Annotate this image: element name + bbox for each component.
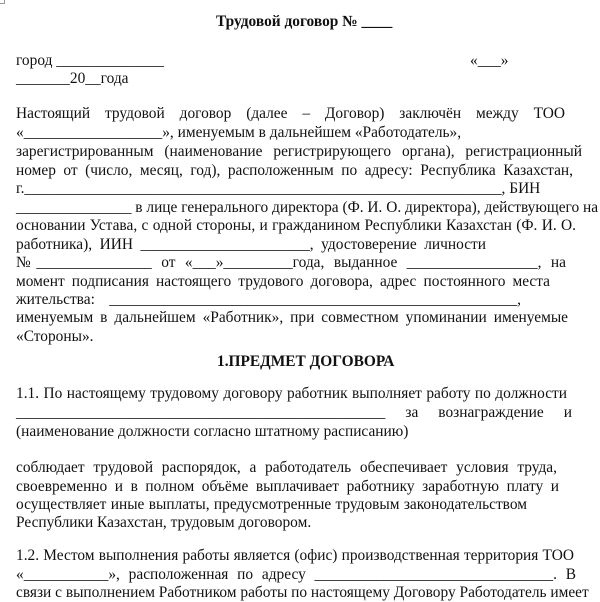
intro-line: _______________ в лице генерального директора (Ф. И. О. директора), действующего на [16,199,599,216]
clause-1-1-continuation-line: осуществляет иные выплаты, предусмотренные трудовым законодательством [16,496,527,513]
intro-line: именуемым в дальнейшем «Работник», при совместном упоминании именуемые [16,309,568,326]
intro-line: момент подписания настоящего трудового договора, адрес постоянного места [16,273,550,290]
intro-line: основании Устава, с одной стороны, и гражданином Республики Казахстан (Ф. И. О. [16,217,576,234]
clause-1-1-continuation-line: своевременно и в полном объёме выплачивает работнику заработную плату и [16,478,559,495]
clause-1-1-line: ________________________________________________ за вознаграждение и [16,404,572,421]
intro-line: г.______________________________________________________________, БИН [16,180,541,197]
intro-line: работника), ИИН ______________________, удостоверение личности [16,236,486,253]
intro-line: «__________________», именуемым в дальнейшем «Работодатель», [16,124,462,141]
city-field: город ______________ [16,52,164,69]
intro-line: №_______________ от «___»_________года, выданное _________________, на [16,254,566,271]
clause-1-1-line: 1.1. По настоящему трудовому договору работник выполняет работу по должности [16,385,567,402]
intro-line: зарегистрированным (наименование регистрирующего органа), регистрационный [16,143,582,160]
clause-1-2-line: 1.2. Местом выполнения работы является (офис) производственная территория ТОО [16,547,574,564]
intro-line: жительства: _____________________________________________________, [16,291,521,308]
intro-line: номер от (число, месяц, год), расположенным по адресу: Республика Казахстан, [16,162,573,179]
date-year-field: _______20__года [16,70,129,87]
clause-1-2-line: связи с выполнением Работником работы по настоящему Договору Работодатель имеет [16,584,589,601]
page-corner-marker [0,0,5,4]
clause-1-2-line: «___________», расположенная по адресу _______________________________. В [16,566,576,583]
intro-line: Настоящий трудовой договор (далее – Договор) заключён между ТОО [16,105,565,122]
section-heading: 1.ПРЕДМЕТ ДОГОВОРА [217,353,395,370]
clause-1-1-continuation-line: соблюдает трудовой распорядок, а работодатель обеспечивает условия труда, [16,459,557,476]
clause-1-1-continuation-line: Республики Казахстан, трудовым договором. [16,514,312,531]
intro-line: «Стороны». [16,328,94,345]
clause-1-1-caption: (наименование должности согласно штатному расписанию) [16,423,409,440]
document-title: Трудовой договор № ____ [216,13,393,30]
date-day-field: «___» [470,52,509,69]
